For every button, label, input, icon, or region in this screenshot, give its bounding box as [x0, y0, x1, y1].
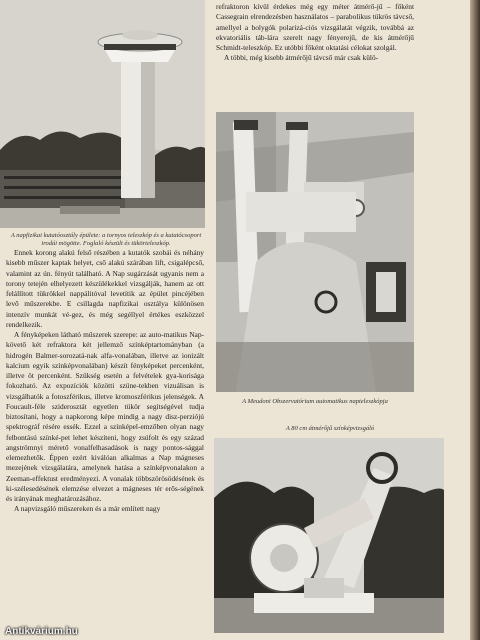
refractor-telescope-caption: A Meudoni Obszervatórium automatikus napteleszkópja — [242, 398, 388, 405]
page-spine — [470, 0, 480, 640]
refractor-telescope-photo — [216, 112, 414, 392]
text-paragraph: A többi, még kisebb átmérőjű távcső már csak külö- — [224, 53, 379, 63]
watermark: Antikvárium.hu — [5, 626, 78, 637]
spectrograph-mount-photo — [214, 438, 444, 633]
spectrograph-mount-caption: A 80 cm átmérőjű színképvizsgáló — [285, 425, 375, 432]
text-paragraph: A fényképeken látható műszerek szerepe: az auto-matikus Nap-követő két refraktora két jellemző színképtartományban (a hidrogén Balmer-sorozatá-nak alfa-vonalában, illetve az ionizált kalcium egyik színképvonalában) készít fényképeket percenként, illetve öt percenként. Szükség esetén a felvételek gya-korisága fokozható. Az expozíciók közötti szüne-tekben vizuálisan is vizsgálhatók a fotoszférikus, illetve kromoszférikus jelenségek. A Foucault-féle sziderosztát egyetlen tükör segítségével tudja biztosítani, hogy a napkorong képe mindig a nagy disz-perziójú spektrográf résére essék. Ezzel a színképel-emzőben olyan nagy felbontású színké-pet lehet készíteni, hogy zsúfolt és egy század angströmnyi mérető vonalfelhasadások is nagy pontos-sággal elemezhetők. Éppen ezért kiválóan alkalmas a Nap mágneses mezejének vizsgálatára, amelynek hatása a színképvonalakon a Zeeman-effektust eredményezi. A vonalak többszörösödésének és ki-szélesedésének elemzése elvezet a mágneses tér erős-ségének és irányának meghatározásához. — [6, 330, 204, 503]
right-column-text — [216, 2, 414, 64]
observatory-tower-photo — [0, 0, 205, 228]
text-paragraph: A napvizsgáló műszereken és a már említett nagy — [14, 504, 161, 514]
text-paragraph: refraktoron kívül érdekes még egy méter átmérő-jű – főként Cassegrain elrendezésben használatos – parabolikus tükrös távcső, amellyel a bolygók polarizá-ciós vizsgálatát végzik, továbbá az ekvatoriális táb-lára szerelt nagy fényerejű, de kis átmérőjű Schmidt-teleszkóp. Ez utóbbi főként oktatási célokat szolgál. — [216, 2, 414, 52]
left-column-text — [6, 248, 204, 515]
observatory-tower-caption: A napfizikai kutatóosztály épülete: a tornyos teleszkóp és a kutatócsoport irodái mögötte. Foglaló készült és tükörteleszkóp. — [10, 232, 202, 247]
text-paragraph: Ennek korong alakú felső részében a kutatók szobái és néhány kisebb műszer kaptak helyet, cső alakú szárában lift, csigalépcső, valamint az ún. fényút található. A Nap sugárzását ugyanis nem a torony tetején elhelyezett készülékekkel vizsgálják, hanem az ott felállított tükrökkel nappálitóval levetítik az épület pincéjében levő műszerekbe. E csillagda napfizikai osztálya különösen intenzív munkát vé-gez, és még segéllyel értékes eszközzel rendelkezik. — [6, 248, 204, 329]
